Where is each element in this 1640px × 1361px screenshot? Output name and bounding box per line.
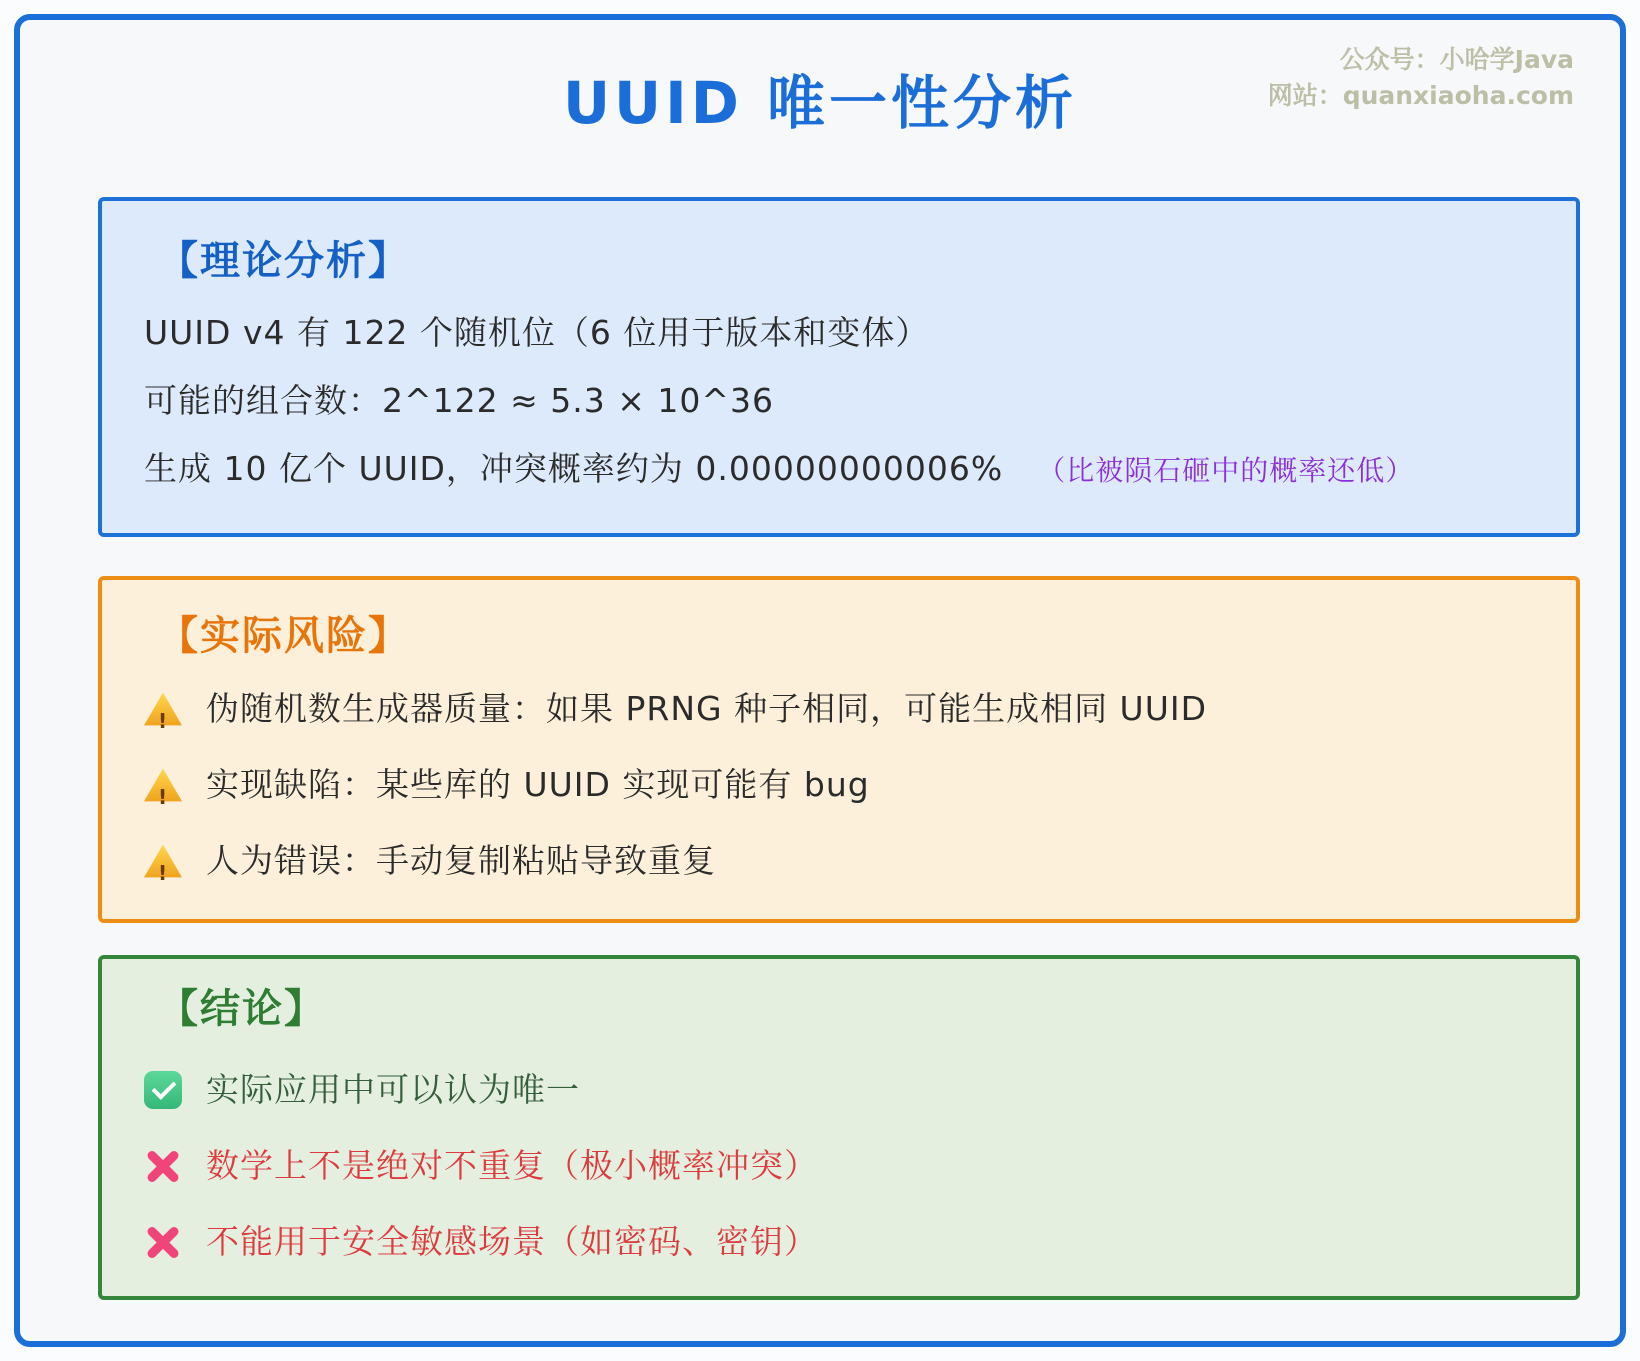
risk-section xyxy=(98,576,1580,923)
theory-line-1: UUID v4 有 122 个随机位（6 位用于版本和变体） xyxy=(144,313,930,352)
risk-item xyxy=(144,764,1536,806)
conclusion-item-negative xyxy=(144,1145,1536,1187)
theory-line-3 xyxy=(144,449,1536,491)
risk-item xyxy=(144,688,1536,730)
conclusion-item-text: 数学上不是绝对不重复（极小概率冲突） xyxy=(206,1146,818,1185)
cross-icon xyxy=(144,1147,182,1185)
conclusion-item-positive xyxy=(144,1069,1536,1111)
risk-item-text: 实现缺陷：某些库的 UUID 实现可能有 bug xyxy=(206,765,870,804)
theory-note: （比被陨石砸中的概率还低） xyxy=(1037,454,1415,487)
page-title: UUID 唯一性分析 xyxy=(562,69,1078,137)
risk-section-title: 【实际风险】 xyxy=(158,613,410,659)
cross-icon xyxy=(144,1223,182,1261)
risk-item-text: 人为错误：手动复制粘贴导致重复 xyxy=(206,841,716,880)
theory-section xyxy=(98,197,1580,537)
risk-item xyxy=(144,840,1536,882)
infographic-frame xyxy=(14,14,1626,1347)
conclusion-section xyxy=(98,955,1580,1300)
watermark-website: 网站：quanxiaoha.com xyxy=(1267,81,1574,111)
conclusion-item-negative xyxy=(144,1221,1536,1263)
warning-icon xyxy=(144,768,182,802)
theory-line-3-text: 生成 10 亿个 UUID，冲突概率约为 0.00000000006% xyxy=(144,449,1004,488)
conclusion-item-text: 实际应用中可以认为唯一 xyxy=(206,1070,580,1109)
watermark-account: 公众号：小哈学Java xyxy=(1339,45,1574,74)
theory-line-2: 可能的组合数：2^122 ≈ 5.3 × 10^36 xyxy=(144,381,775,420)
risk-item-text: 伪随机数生成器质量：如果 PRNG 种子相同，可能生成相同 UUID xyxy=(206,689,1208,728)
theory-section-title: 【理论分析】 xyxy=(158,238,410,284)
warning-icon xyxy=(144,844,182,878)
check-icon xyxy=(144,1071,182,1109)
conclusion-section-title: 【结论】 xyxy=(158,986,326,1032)
conclusion-item-text: 不能用于安全敏感场景（如密码、密钥） xyxy=(206,1222,818,1261)
warning-icon xyxy=(144,692,182,726)
